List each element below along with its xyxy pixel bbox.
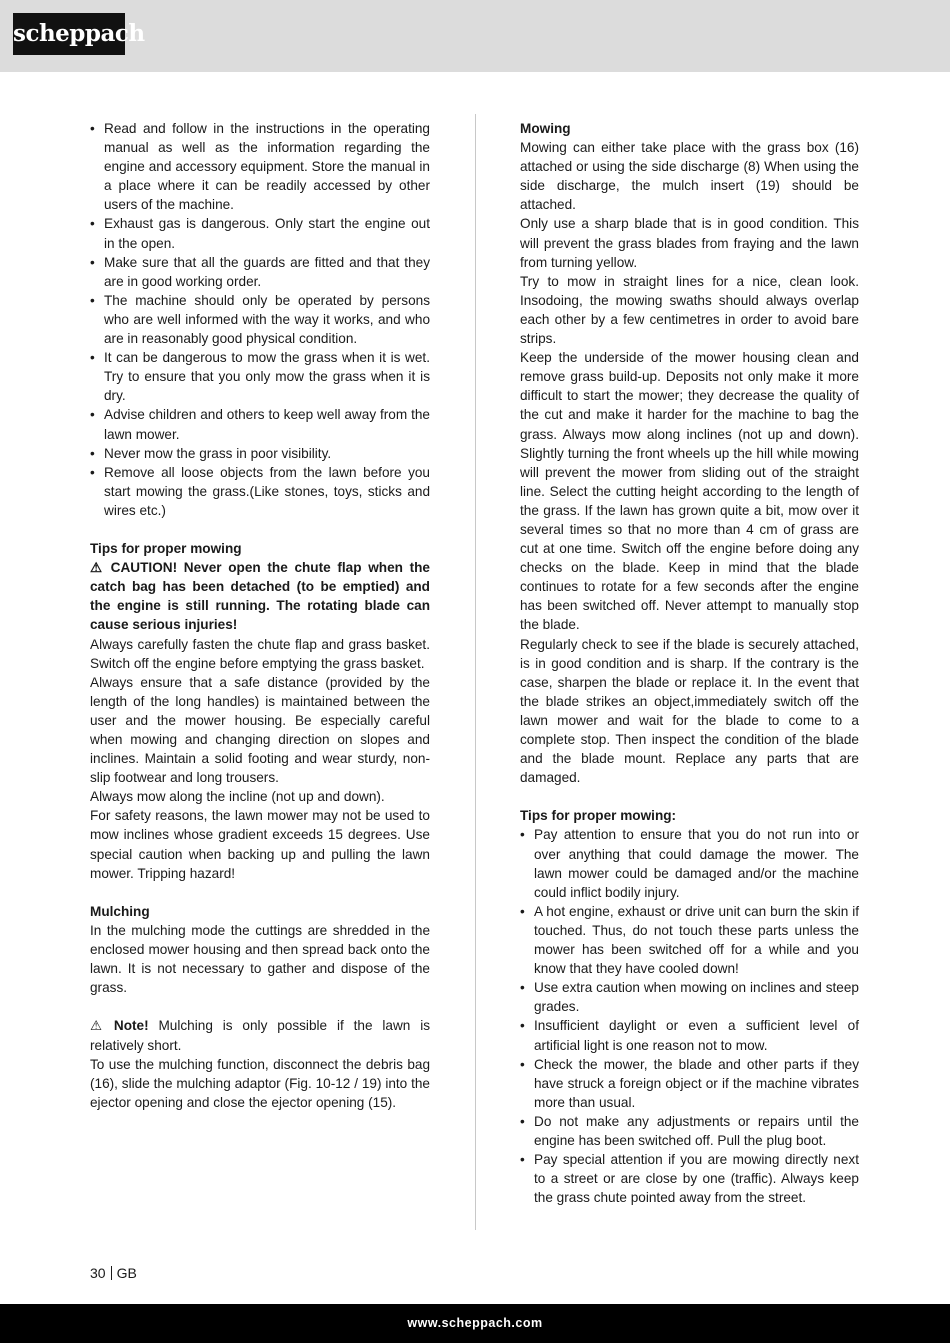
page-header	[0, 0, 950, 72]
language-code: GB	[116, 1265, 137, 1281]
tips-paragraph: Always carefully fasten the chute flap and grass basket. Switch off the engine before emptying the grass basket.	[90, 636, 430, 671]
list-item: • Do not make any adjustments or repairs until the engine has been switched off. Pull the plug boot.	[520, 1112, 859, 1150]
column-divider	[475, 114, 476, 1230]
mowing-paragraph: Regularly check to see if the blade is securely attached, is in good condition and is sharp. If the contrary is the case, sharpen the blade or replace it. In the event that the blade strikes an object,immediately switch off the lawn mower and wait for the blade to come to a complete stop. Then inspect the condition of the blade and the blade mount. Replace any parts that are damaged.	[520, 636, 859, 786]
mowing-paragraph: Mowing can either take place with the grass box (16) attached or using the side discharge (8) When using the side discharge, the mulch insert (19) should be attached.	[520, 140, 859, 213]
mowing-paragraph: Only use a sharp blade that is in good condition. This will prevent the grass blades from fraying and the lawn from turning yellow.	[520, 216, 859, 270]
list-item: • Advise children and others to keep well away from the lawn mower.	[90, 405, 430, 443]
page-number-value: 30	[90, 1265, 106, 1281]
list-item: • Exhaust gas is dangerous. Only start the engine out in the open.	[90, 214, 430, 252]
list-item: • A hot engine, exhaust or drive unit can burn the skin if touched. Thus, do not touch these parts unless the mower has been switched off for a while and you know that they have cooled down!	[520, 902, 859, 978]
note-label: Note!	[113, 1018, 149, 1034]
website-link[interactable]: www.scheppach.com	[407, 1316, 543, 1330]
caution-text: CAUTION! Never open the chute flap when the catch bag has been detached (to be emptied) and the engine is still running. The rotating blade can cause serious injuries!	[90, 560, 430, 633]
mulching-paragraph: To use the mulching function, disconnect the debris bag (16), slide the mulching adaptor (Fig. 10-12 / 19) into the ejector opening and close the ejector opening (15).	[90, 1056, 430, 1110]
page-footer	[0, 1304, 950, 1343]
list-item: • Make sure that all the guards are fitted and that they are in good working order.	[90, 253, 430, 291]
list-item: • Insufficient daylight or even a sufficient level of artificial light is one reason not to mow.	[520, 1016, 859, 1054]
list-item: • Never mow the grass in poor visibility.	[90, 444, 430, 463]
tips-heading: Tips for proper mowing:	[520, 808, 677, 824]
list-item: • The machine should only be operated by persons who are well informed with the way it works, and who are in reasonably good physical condition.	[90, 291, 430, 348]
safety-bullet-list	[90, 119, 430, 520]
page-number	[90, 1264, 137, 1282]
mowing-paragraph: Try to mow in straight lines for a nice, clean look. Insodoing, the mowing swaths should always overlap each other by a few centimetres in order to avoid bare strips.	[520, 273, 859, 347]
caution-paragraph	[90, 558, 430, 634]
mowing-paragraph: Keep the underside of the mower housing clean and remove grass build-up. Deposits not only make it more difficult to start the mower; they decrease the quality of the cut and make it harder for the machine to bag the grass. Always mow along inclines (not up and down). Slightly turning the front wheels up the hill while mowing will prevent the mower from sliding out of the straight line. Select the cutting height according to the length of the grass. If the lawn has grown quite a bit, mow over it several times so that no more than 4 cm of grass are cut at one time. Switch off the engine before doing any checks on the blade. Keep in mind that the blade continues to rotate for a few seconds after the engine has been switched off. Never attempt to manually stop the blade.	[520, 350, 859, 633]
tips-paragraph: Always mow along the incline (not up and down).	[90, 789, 385, 805]
tips-bullet-list	[520, 825, 859, 1207]
warning-icon: ⚠	[90, 1018, 103, 1034]
note-paragraph	[90, 1016, 430, 1054]
tips-paragraph: For safety reasons, the lawn mower may not be used to mow inclines whose gradient exceeds 15 degrees. Use special caution when backing up and pulling the lawn mower. Tripping hazard!	[90, 808, 430, 881]
warning-icon: ⚠	[90, 560, 103, 576]
list-item: • Read and follow in the instructions in the operating manual as well as the information regarding the engine and accessory equipment. Store the manual in a place where it can be readily accessed by other users of the machine.	[90, 119, 430, 214]
tips-paragraph: Always ensure that a safe distance (provided by the length of the long handles) is maintained between the user and the mower housing. Be especially careful when mowing and changing direction on slopes and inclines. Maintain a solid footing and wear sturdy, non-slip footwear and long trousers.	[90, 674, 430, 786]
scheppach-logo: scheppach	[13, 13, 125, 55]
tips-heading: Tips for proper mowing	[90, 541, 242, 557]
note-text: Mulching is only possible if the lawn is relatively short.	[90, 1018, 431, 1053]
list-item: • Check the mower, the blade and other parts if they have struck a foreign object or if the machine vibrates more than usual.	[520, 1055, 859, 1112]
right-column	[520, 119, 859, 1207]
mulching-heading: Mulching	[90, 903, 150, 919]
left-column	[90, 119, 430, 1112]
mulching-paragraph: In the mulching mode the cuttings are shredded in the enclosed mower housing and then spread back onto the lawn. It is not necessary to gather and dispose of the grass.	[90, 922, 430, 996]
list-item: • Pay special attention if you are mowing directly next to a street or are close by one (traffic). Always keep the grass chute pointed away from the street.	[520, 1150, 859, 1207]
mowing-heading: Mowing	[520, 121, 571, 136]
list-item: • It can be dangerous to mow the grass when it is wet. Try to ensure that you only mow the grass when it is dry.	[90, 348, 430, 405]
list-item: • Pay attention to ensure that you do not run into or over anything that could damage the mower. The lawn mower could be damaged and/or the machine could inflict bodily injury.	[520, 825, 859, 901]
list-item: • Remove all loose objects from the lawn before you start mowing the grass.(Like stones, toys, sticks and wires etc.)	[90, 463, 430, 520]
list-item: • Use extra caution when mowing on inclines and steep grades.	[520, 978, 859, 1016]
page-number-separator	[111, 1266, 112, 1280]
